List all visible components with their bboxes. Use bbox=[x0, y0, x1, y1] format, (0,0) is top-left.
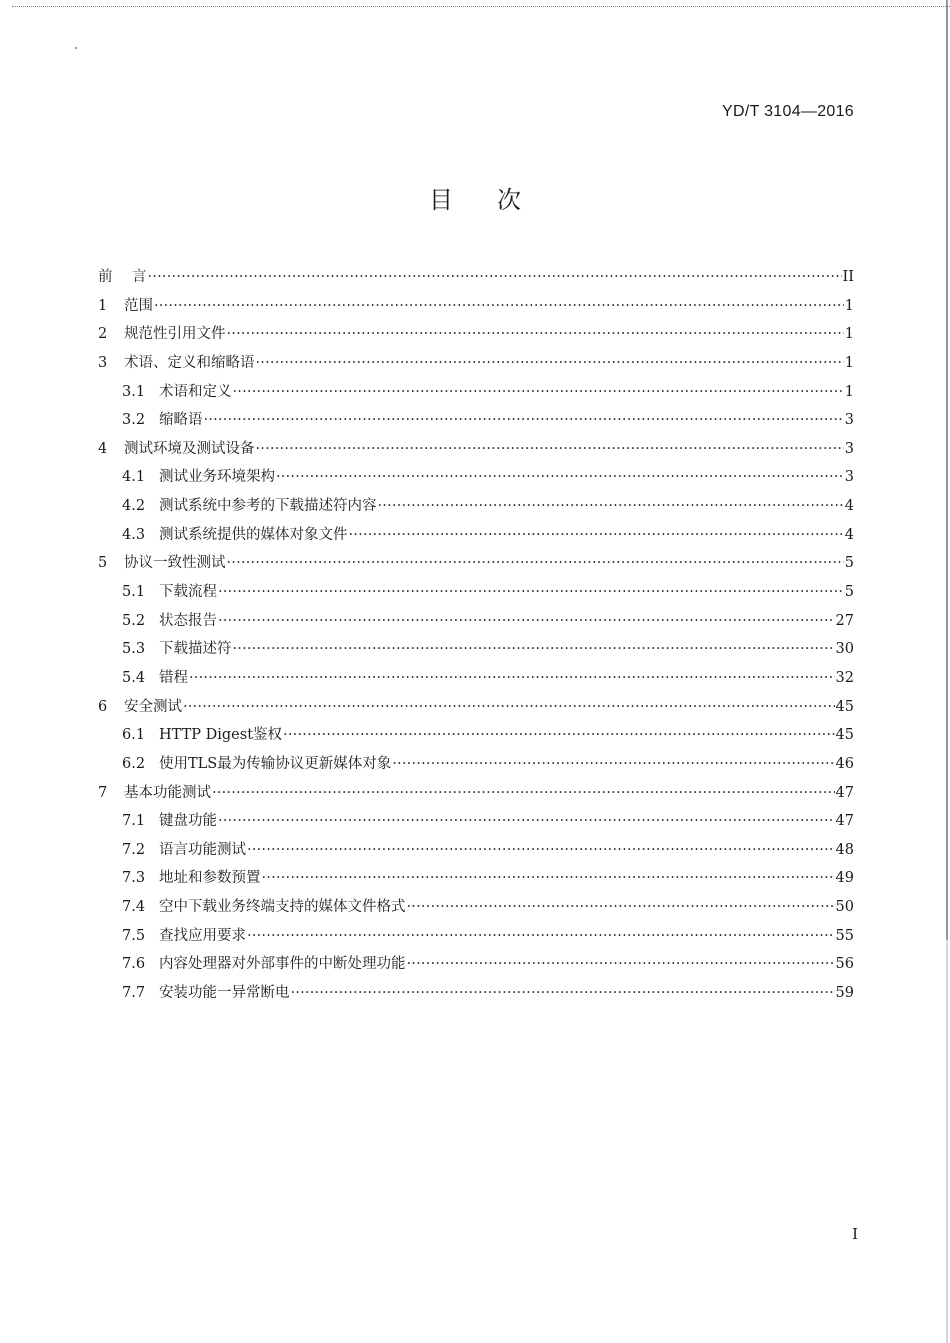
toc-entry-title: 术语、定义和缩略语 bbox=[124, 354, 255, 371]
toc-entry-page: 5 bbox=[844, 555, 854, 572]
toc-entry[interactable] bbox=[98, 578, 854, 607]
toc-entry-title: 基本功能测试 bbox=[124, 784, 211, 801]
toc-entry[interactable] bbox=[98, 349, 854, 378]
toc-entry[interactable] bbox=[98, 435, 854, 464]
table-of-contents bbox=[98, 263, 854, 1008]
toc-entry[interactable] bbox=[98, 836, 854, 865]
toc-entry-number: 7.3 bbox=[122, 870, 146, 887]
toc-entry[interactable] bbox=[98, 807, 854, 836]
toc-entry-number: 5.4 bbox=[122, 669, 146, 686]
toc-entry-page: 46 bbox=[835, 755, 854, 772]
toc-entry[interactable] bbox=[98, 721, 854, 750]
toc-entry[interactable] bbox=[98, 607, 854, 636]
toc-entry-number: 3.1 bbox=[122, 383, 146, 400]
toc-entry-page: 4 bbox=[844, 526, 854, 543]
toc-entry-title: 语言功能测试 bbox=[159, 841, 246, 858]
toc-entry[interactable] bbox=[98, 521, 854, 550]
toc-entry-title: 内容处理器对外部事件的中断处理功能 bbox=[159, 956, 406, 973]
toc-dot-leader bbox=[154, 292, 844, 321]
toc-entry-number: 6.2 bbox=[122, 755, 146, 772]
toc-entry-number: 3 bbox=[98, 354, 108, 371]
toc-entry[interactable] bbox=[98, 292, 854, 321]
toc-entry-number: 4.1 bbox=[122, 469, 146, 486]
toc-entry-number: 6.1 bbox=[122, 727, 146, 744]
toc-entry-title: 安全测试 bbox=[124, 698, 182, 715]
toc-entry[interactable] bbox=[98, 864, 854, 893]
toc-dot-leader bbox=[378, 492, 844, 521]
toc-entry-title: 言 bbox=[132, 269, 147, 285]
toc-entry-page: 48 bbox=[835, 841, 854, 858]
toc-entry-page: 1 bbox=[844, 297, 854, 314]
scan-edge-top bbox=[12, 0, 950, 7]
toc-entry-page: 50 bbox=[835, 899, 854, 916]
toc-entry-number: 4 bbox=[98, 440, 108, 457]
toc-entry-title: 规范性引用文件 bbox=[124, 326, 226, 343]
toc-dot-leader bbox=[283, 721, 835, 750]
toc-dot-leader bbox=[256, 349, 844, 378]
toc-entry-title: 地址和参数预置 bbox=[159, 870, 261, 887]
toc-entry[interactable] bbox=[98, 549, 854, 578]
toc-entry-title: 测试系统中参考的下载描述符内容 bbox=[159, 498, 377, 515]
toc-entry-page: 4 bbox=[844, 498, 854, 515]
toc-entry-page: 56 bbox=[835, 956, 854, 973]
toc-entry[interactable] bbox=[98, 750, 854, 779]
toc-dot-leader bbox=[233, 635, 835, 664]
toc-entry-number: 2 bbox=[98, 326, 108, 343]
toc-dot-leader bbox=[212, 779, 835, 808]
toc-dot-leader bbox=[227, 320, 844, 349]
toc-entry-page: 1 bbox=[844, 383, 854, 400]
toc-entry-number: 3.2 bbox=[122, 412, 146, 429]
toc-dot-leader bbox=[189, 664, 835, 693]
toc-entry-number: 6 bbox=[98, 698, 108, 715]
toc-entry-page: 47 bbox=[835, 784, 854, 801]
toc-entry[interactable] bbox=[98, 492, 854, 521]
toc-entry-title: 使用TLS最为传输协议更新媒体对象 bbox=[159, 755, 392, 772]
toc-entry-title: 协议一致性测试 bbox=[124, 555, 226, 572]
toc-entry[interactable] bbox=[98, 950, 854, 979]
toc-entry[interactable] bbox=[98, 664, 854, 693]
toc-dot-leader bbox=[407, 950, 835, 979]
toc-dot-leader bbox=[233, 378, 844, 407]
toc-entry-page: 55 bbox=[835, 927, 854, 944]
toc-entry[interactable] bbox=[98, 922, 854, 951]
toc-entry-page: II bbox=[842, 269, 854, 285]
toc-entry-number: 5.1 bbox=[122, 584, 146, 601]
toc-entry-page: 49 bbox=[835, 870, 854, 887]
toc-dot-leader bbox=[227, 549, 844, 578]
toc-dot-leader bbox=[349, 521, 844, 550]
toc-dot-leader bbox=[256, 435, 844, 464]
toc-entry-title: 下载描述符 bbox=[159, 641, 232, 658]
toc-dot-leader bbox=[204, 406, 844, 435]
toc-dot-leader bbox=[247, 836, 835, 865]
toc-dot-leader bbox=[276, 463, 844, 492]
toc-entry-page: 45 bbox=[835, 698, 854, 715]
scan-speck bbox=[75, 47, 77, 49]
toc-entry-number: 7.7 bbox=[122, 985, 146, 1002]
toc-dot-leader bbox=[262, 864, 835, 893]
toc-entry[interactable] bbox=[98, 320, 854, 349]
toc-entry-title: 术语和定义 bbox=[159, 383, 232, 400]
toc-dot-leader bbox=[183, 693, 835, 722]
toc-entry-page: 32 bbox=[835, 669, 854, 686]
toc-entry-page: 1 bbox=[844, 326, 854, 343]
toc-entry-number: 7.6 bbox=[122, 956, 146, 973]
toc-dot-leader bbox=[148, 263, 842, 292]
toc-entry-number: 5 bbox=[98, 555, 108, 572]
toc-entry-title: 状态报告 bbox=[159, 612, 217, 629]
toc-entry-page: 47 bbox=[835, 813, 854, 830]
page-number: I bbox=[852, 1225, 858, 1243]
toc-entry-title: 测试环境及测试设备 bbox=[124, 440, 255, 457]
page-title: 目次 bbox=[429, 186, 565, 214]
toc-entry[interactable] bbox=[98, 406, 854, 435]
toc-entry-title: 键盘功能 bbox=[159, 813, 217, 830]
toc-entry-page: 27 bbox=[835, 612, 854, 629]
toc-entry-title: 缩略语 bbox=[159, 412, 203, 429]
toc-entry-title: 空中下载业务终端支持的媒体文件格式 bbox=[159, 899, 406, 916]
toc-entry[interactable] bbox=[98, 979, 854, 1008]
toc-entry-title: HTTP Digest鉴权 bbox=[159, 727, 283, 744]
toc-entry[interactable] bbox=[98, 635, 854, 664]
document-code: YD/T 3104—2016 bbox=[722, 103, 854, 120]
toc-entry-page: 3 bbox=[844, 469, 854, 486]
toc-entry-number: 5.2 bbox=[122, 612, 146, 629]
toc-dot-leader bbox=[247, 922, 835, 951]
toc-entry-number: 5.3 bbox=[122, 641, 146, 658]
toc-entry-number: 1 bbox=[98, 297, 108, 314]
toc-dot-leader bbox=[218, 607, 835, 636]
toc-entry-page: 30 bbox=[835, 641, 854, 658]
toc-dot-leader bbox=[392, 750, 834, 779]
toc-entry-page: 45 bbox=[835, 727, 854, 744]
toc-entry[interactable] bbox=[98, 779, 854, 808]
toc-entry-title: 测试系统提供的媒体对象文件 bbox=[159, 526, 348, 543]
toc-entry[interactable] bbox=[98, 893, 854, 922]
toc-entry-number: 7.4 bbox=[122, 899, 146, 916]
toc-entry-title: 错程 bbox=[159, 669, 188, 686]
toc-entry[interactable] bbox=[98, 378, 854, 407]
toc-entry-number: 7.5 bbox=[122, 927, 146, 944]
toc-dot-leader bbox=[218, 578, 844, 607]
toc-entry-number: 7.2 bbox=[122, 841, 146, 858]
toc-entry-number: 4.2 bbox=[122, 498, 146, 515]
toc-dot-leader bbox=[291, 979, 835, 1008]
toc-entry-title: 范围 bbox=[124, 297, 153, 314]
toc-entry-page: 5 bbox=[844, 584, 854, 601]
toc-entry-page: 1 bbox=[844, 354, 854, 371]
toc-entry-number: 4.3 bbox=[122, 526, 146, 543]
toc-entry-title: 测试业务环境架构 bbox=[159, 469, 275, 486]
toc-entry-page: 3 bbox=[844, 440, 854, 457]
toc-dot-leader bbox=[218, 807, 835, 836]
toc-dot-leader bbox=[407, 893, 835, 922]
toc-entry-page: 59 bbox=[835, 985, 854, 1002]
toc-entry[interactable] bbox=[98, 463, 854, 492]
toc-entry-page: 3 bbox=[844, 412, 854, 429]
toc-entry-number: 前 bbox=[98, 269, 113, 285]
toc-entry-title: 安装功能一异常断电 bbox=[159, 985, 290, 1002]
toc-entry-number: 7 bbox=[98, 784, 108, 801]
toc-entry[interactable] bbox=[98, 263, 854, 292]
toc-entry[interactable] bbox=[98, 693, 854, 722]
toc-entry-title: 查找应用要求 bbox=[159, 927, 246, 944]
toc-entry-number: 7.1 bbox=[122, 813, 146, 830]
toc-entry-title: 下载流程 bbox=[159, 584, 217, 601]
